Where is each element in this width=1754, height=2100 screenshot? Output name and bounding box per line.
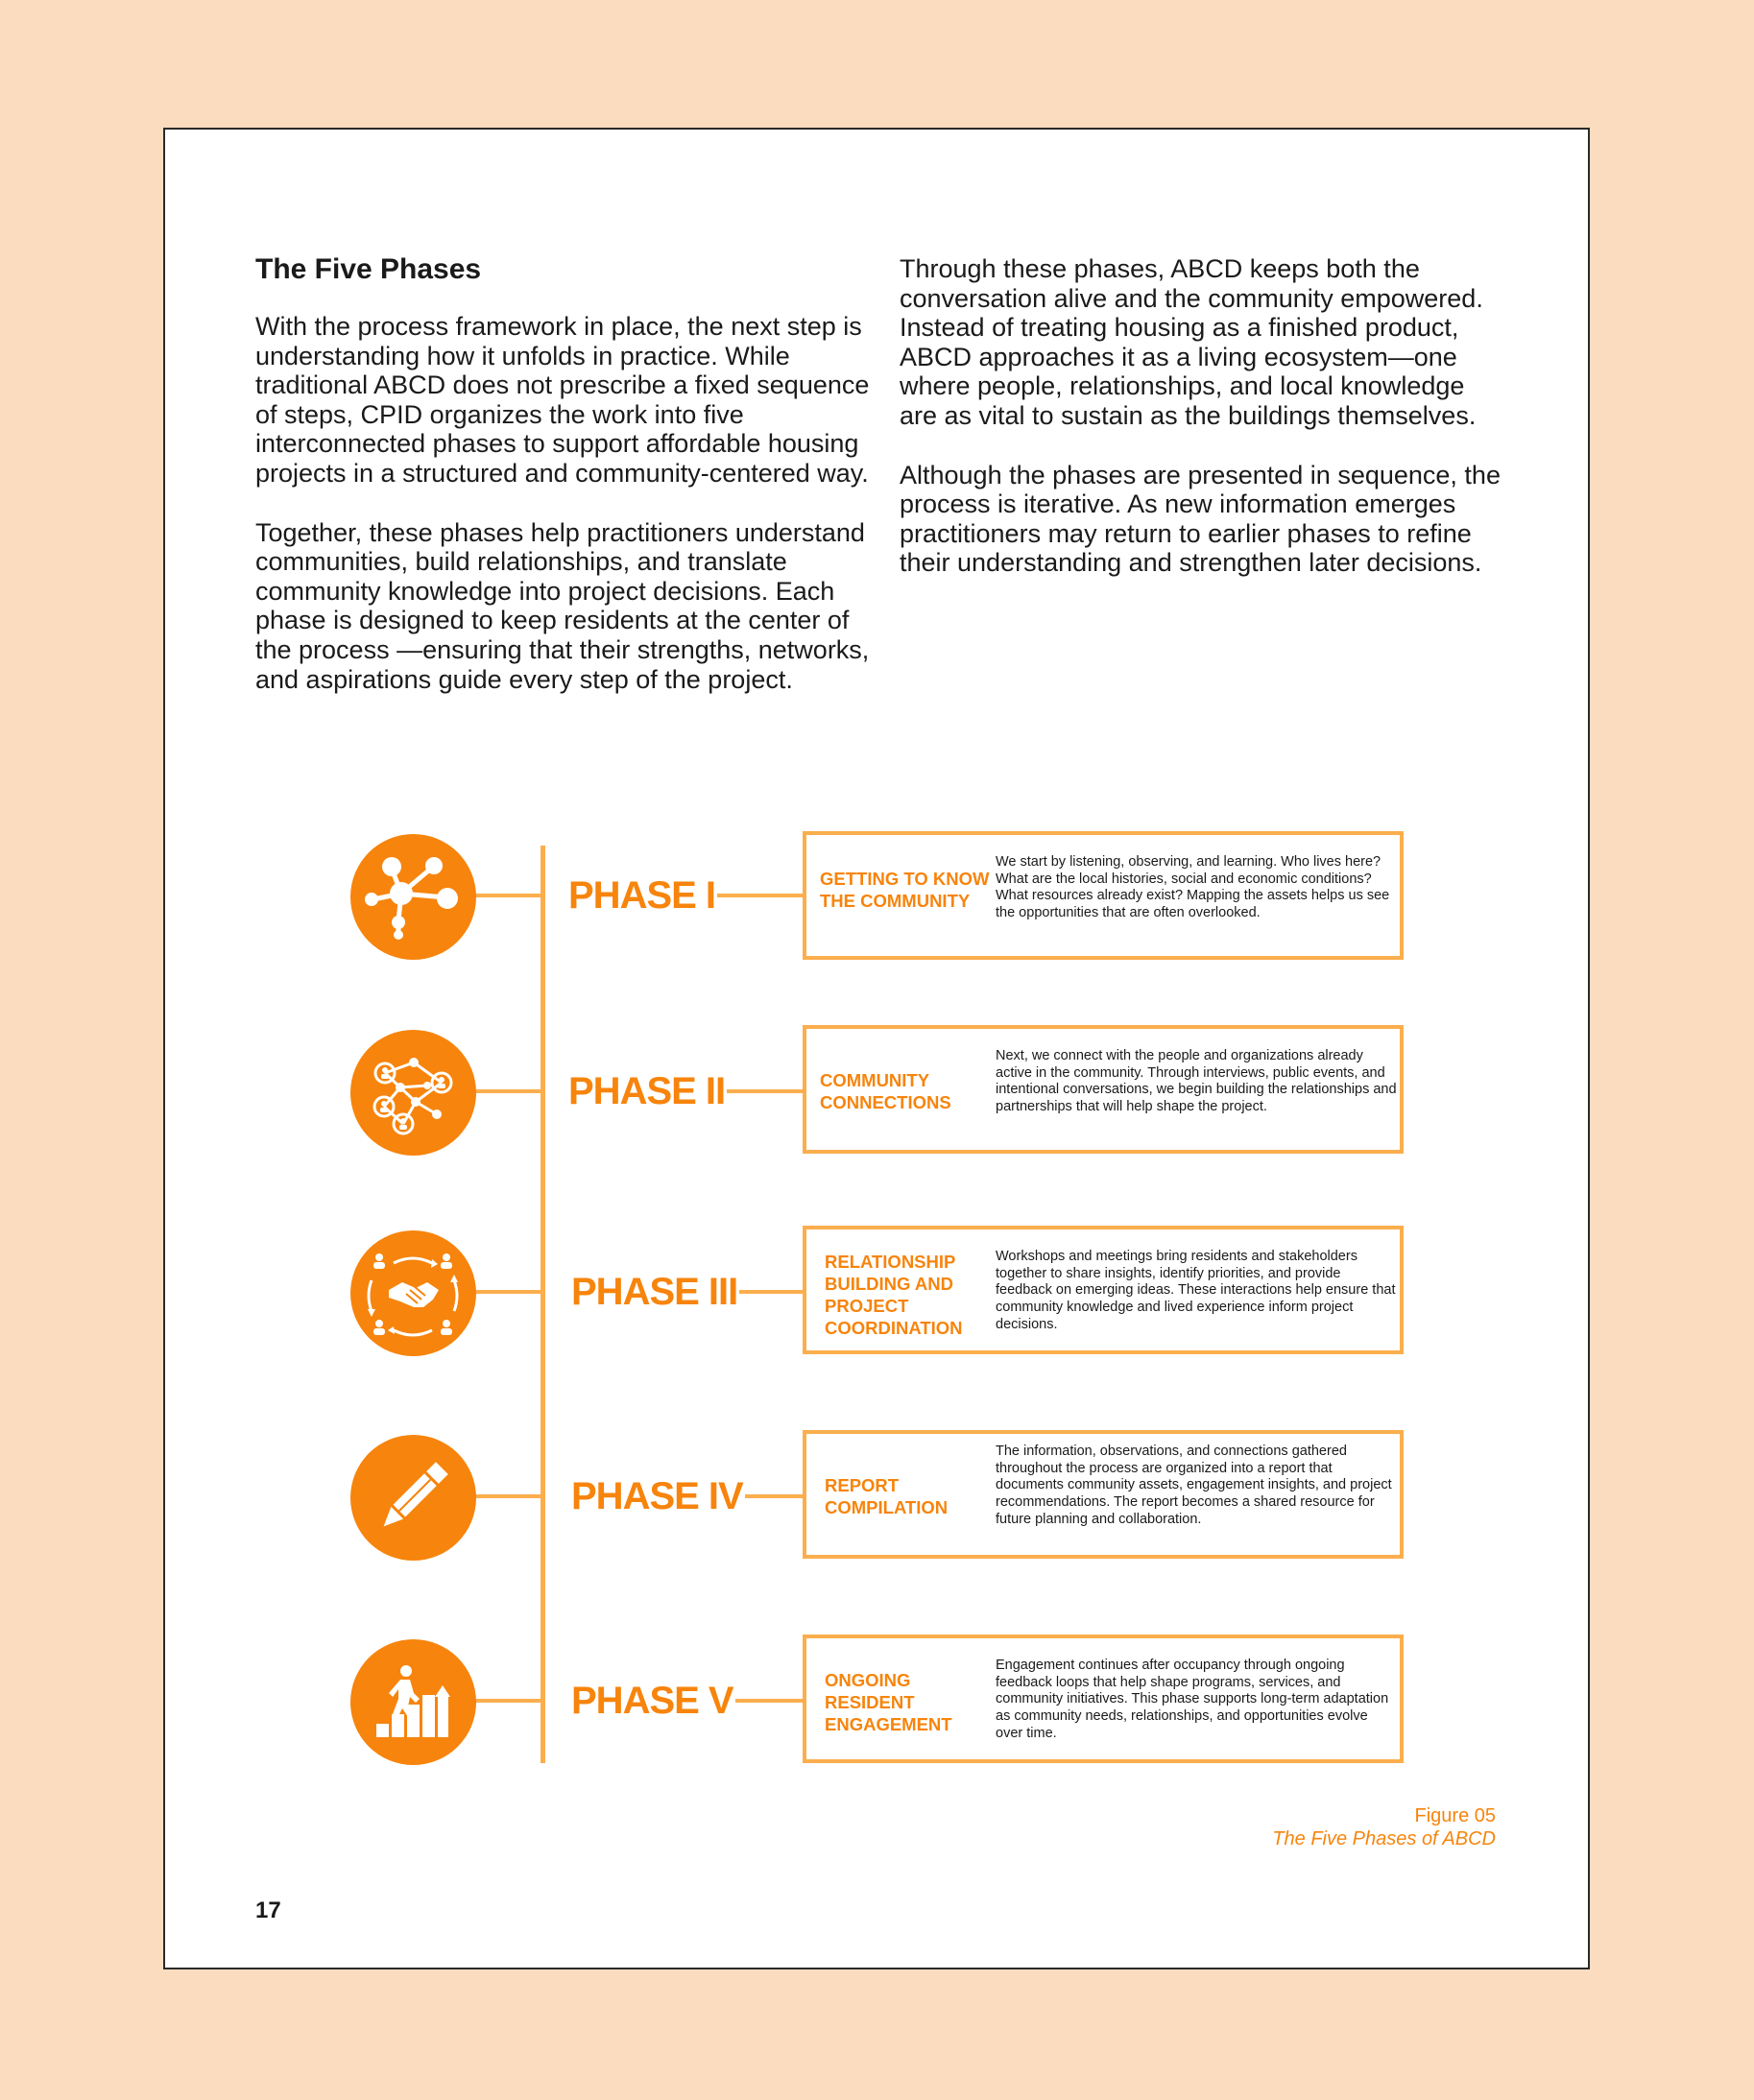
- phase-label: PHASE I: [566, 871, 717, 919]
- phase-title: COMMUNITY CONNECTIONS: [820, 1070, 951, 1112]
- figure-title: The Five Phases of ABCD: [1272, 1828, 1496, 1849]
- phase-title: ONGOING RESIDENT ENGAGEMENT: [825, 1670, 952, 1734]
- document-page: [163, 128, 1590, 1969]
- figure-number: Figure 05: [1414, 1805, 1496, 1826]
- phase-description: Next, we connect with the people and organizations already active in the community. Through interviews, public events, and intentional conversations, we begin building the relationships and partnerships that will help shape the project.: [996, 1048, 1397, 1115]
- phase-label: PHASE II: [566, 1067, 727, 1115]
- phase-description: We start by listening, observing, and learning. Who lives here? What are the local histories, social and economic conditions? What resources already exist? Mapping the assets helps us see the opportunities that are often overlooked.: [996, 854, 1390, 921]
- phase-description: Engagement continues after occupancy through ongoing feedback loops that help shape programs, services, and community initiatives. This phase supports long-term adaptation as community needs, relationships, and opportunities evolve over time.: [996, 1658, 1389, 1741]
- phase-title: REPORT COMPILATION: [825, 1475, 949, 1517]
- phase-row: [165, 1636, 1588, 1765]
- phase-description: Workshops and meetings bring residents and stakeholders together to share insights, identify priorities, and provide feedback on emerging ideas. These interactions help ensure that community knowledge and lived experience inform project decisions.: [996, 1249, 1396, 1332]
- phase-label: PHASE IV: [569, 1472, 745, 1520]
- phase-description: The information, observations, and connections gathered throughout the process are organized into a report that documents community assets, engagement insights, and project recommendations. The report becomes a shared resource for future planning and collaboration.: [996, 1444, 1392, 1527]
- five-phases-diagram: [165, 130, 1588, 1968]
- climbing-steps-icon: [350, 1639, 476, 1765]
- phase-description-box: [803, 831, 1404, 960]
- figure-caption: [1272, 1804, 1496, 1850]
- phase-row: [165, 1228, 1588, 1356]
- phase-row: [165, 1027, 1588, 1156]
- phase-title: GETTING TO KNOW THE COMMUNITY: [820, 869, 990, 911]
- phase-row: [165, 831, 1588, 960]
- phase-description-box: [803, 1226, 1404, 1354]
- people-network-icon: [350, 1030, 476, 1156]
- connector-line: [732, 1290, 805, 1294]
- pencil-icon: [350, 1435, 476, 1561]
- phase-description-box: [803, 1430, 1404, 1559]
- connector-line: [472, 1089, 543, 1093]
- connector-line: [472, 1699, 543, 1703]
- connector-line: [717, 1089, 805, 1093]
- section-heading: The Five Phases: [255, 253, 482, 285]
- body-paragraph: Through these phases, ABCD keeps both the conversation alive and the community empowered. Instead of treating housing as a finished product, ABCD approaches it as a living ecosystem—one where people, relationships, and local knowledge are as vital to sustain as the buildings themselves.: [900, 254, 1483, 430]
- page-number: 17: [255, 1897, 281, 1923]
- body-paragraph: Together, these phases help practitioners understand communities, build relationships, and translate community knowledge into project decisions. Each phase is designed to keep residents at the center of the process —ensuring that their strengths, networks, and aspirations guide every step of the project.: [255, 517, 870, 694]
- connector-line: [472, 1290, 543, 1294]
- connector-line: [703, 894, 805, 897]
- connector-line: [725, 1699, 805, 1703]
- handshake-cycle-icon: [350, 1230, 476, 1356]
- phase-label: PHASE III: [569, 1268, 739, 1316]
- phase-description-box: [803, 1025, 1404, 1154]
- body-paragraph: With the process framework in place, the next step is understanding how it unfolds in practice. While traditional ABCD does not prescribe a fixed sequence of steps, CPID organizes the work into five interconnected phases to support affordable housing projects in a structured and community-centered way.: [255, 312, 870, 488]
- connector-line: [472, 894, 543, 897]
- connector-line: [736, 1494, 805, 1498]
- phase-title: RELATIONSHIP BUILDING AND PROJECT COORDINATION: [825, 1252, 963, 1338]
- phase-description-box: [803, 1635, 1404, 1763]
- body-paragraph: Although the phases are presented in sequence, the process is iterative. As new information emerges practitioners may return to earlier phases to refine their understanding and strengthen later decisions.: [900, 460, 1501, 578]
- connector-line: [472, 1494, 543, 1498]
- phase-row: [165, 1432, 1588, 1561]
- phase-label: PHASE V: [569, 1677, 735, 1725]
- network-nodes-icon: [350, 834, 476, 960]
